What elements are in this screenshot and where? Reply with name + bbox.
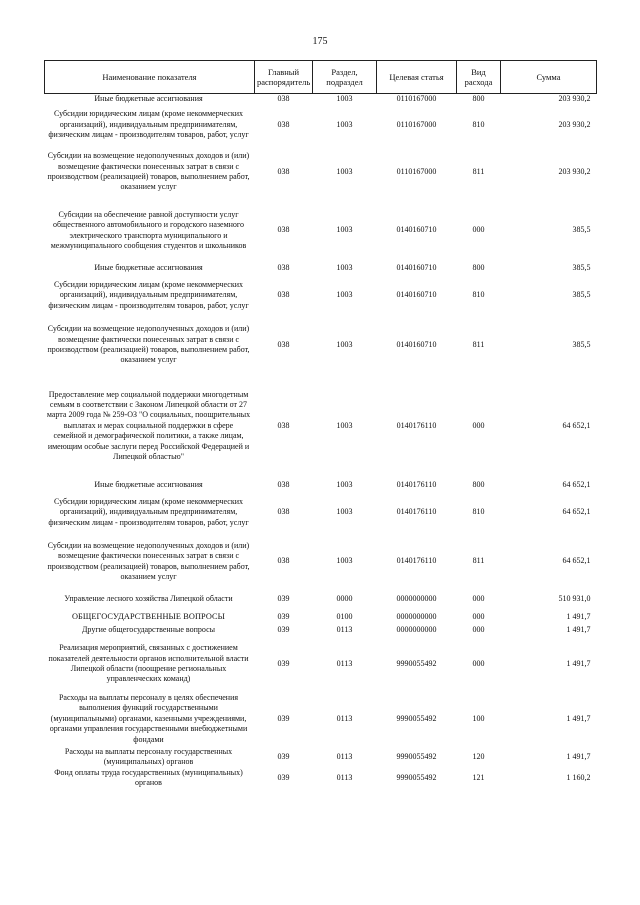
table-row <box>45 589 597 611</box>
cell-type: 000 <box>472 594 485 604</box>
cell-name: Субсидии на возмещение недополученных доходов и (или) возмещение фактически понесенных затрат в связи с производством (реализацией) товаров, выполнением работ, оказанием услуг <box>47 540 250 581</box>
cell-name: Другие общегосударственные вопросы <box>81 625 216 635</box>
table-row <box>45 611 597 625</box>
cell-sum: 385,5 <box>572 290 591 300</box>
header-section: Раздел, подраздел <box>313 61 377 94</box>
cell-target: 0140176110 <box>396 479 437 489</box>
cell-sum: 203 930,2 <box>558 119 591 129</box>
cell-section: 0113 <box>336 713 353 723</box>
table-row <box>45 625 597 637</box>
cell-type: 810 <box>472 119 485 129</box>
table-row <box>45 480 597 491</box>
cell-target: 0140160710 <box>396 262 437 272</box>
cell-sum: 1 160,2 <box>566 773 591 783</box>
table-row <box>45 274 597 318</box>
cell-section: 0113 <box>336 658 353 668</box>
cell-name: Управление лесного хозяйства Липецкой области <box>64 594 233 604</box>
cell-name: Иные бюджетные ассигнования <box>94 262 203 272</box>
cell-sum: 64 652,1 <box>562 479 591 489</box>
cell-admin: 039 <box>277 713 290 723</box>
table-body <box>45 94 597 790</box>
cell-name: Предоставление мер социальной поддержки многодетным семьям в соответствии с Законом Липецкой области от 27 марта 2009 года № 259-ОЗ "О социальных, поощрительных выплатах и мерах социальной поддержки в сфере семейной и демографической политики, а также лицам, имеющим особые заслуги перед Российской Федерацией и Липецкой областью" <box>46 389 251 462</box>
cell-sum: 1 491,7 <box>566 713 591 723</box>
cell-sum: 203 930,2 <box>558 94 591 104</box>
cell-section: 1003 <box>336 507 353 517</box>
cell-admin: 039 <box>277 773 290 783</box>
cell-section: 1003 <box>336 225 353 235</box>
cell-type: 810 <box>472 507 485 517</box>
table-row <box>45 491 597 535</box>
cell-admin: 039 <box>277 612 290 622</box>
budget-table <box>44 60 597 789</box>
cell-name: Субсидии на возмещение недополученных доходов и (или) возмещение фактически понесенных затрат в связи с производством (реализацией) товаров, выполнением работ, оказанием услуг <box>47 324 250 365</box>
cell-type: 000 <box>472 658 485 668</box>
table-row <box>45 94 597 105</box>
cell-section: 1003 <box>336 339 353 349</box>
cell-type: 800 <box>472 479 485 489</box>
cell-target: 0140160710 <box>396 339 437 349</box>
cell-target: 0140176110 <box>396 420 437 430</box>
page-number: 175 <box>312 36 328 47</box>
cell-target: 9990055492 <box>396 773 437 783</box>
cell-type: 811 <box>472 556 485 566</box>
cell-section: 1003 <box>336 119 353 129</box>
cell-type: 000 <box>472 420 485 430</box>
header-name: Наименование показателя <box>45 61 255 94</box>
table-header <box>45 61 597 94</box>
header-type: Вид расхода <box>457 61 501 94</box>
cell-admin: 038 <box>277 420 290 430</box>
cell-type: 000 <box>472 612 485 622</box>
cell-sum: 64 652,1 <box>562 420 591 430</box>
cell-section: 1003 <box>336 479 353 489</box>
cell-section: 0100 <box>336 612 353 622</box>
cell-sum: 64 652,1 <box>562 556 591 566</box>
cell-sum: 510 931,0 <box>558 594 591 604</box>
cell-section: 0113 <box>336 773 353 783</box>
table-row <box>45 535 597 589</box>
cell-admin: 038 <box>277 479 290 489</box>
table-row <box>45 318 597 373</box>
cell-sum: 203 930,2 <box>558 166 591 176</box>
cell-name: Субсидии на обеспечение равной доступности услуг общественного автомобильного и городского наземного электрического транспорта муниципального и межмуниципального сообщения студентов и школьников <box>50 209 247 250</box>
cell-sum: 1 491,7 <box>566 612 591 622</box>
cell-name: Субсидии юридическим лицам (кроме некоммерческих организаций), индивидуальным предпринимателям, физическим лицам - производителям товаров, работ, услуг <box>48 496 249 527</box>
cell-target: 0000000000 <box>396 625 437 635</box>
cell-section: 0113 <box>336 625 353 635</box>
cell-type: 100 <box>472 713 485 723</box>
cell-admin: 039 <box>277 658 290 668</box>
cell-target: 0110167000 <box>396 166 437 176</box>
cell-name: Субсидии юридическим лицам (кроме некоммерческих организаций), индивидуальным предпринимателям, физическим лицам - производителям товаров, работ, услуг <box>48 109 249 140</box>
cell-target: 0140160710 <box>396 225 437 235</box>
cell-admin: 038 <box>277 225 290 235</box>
cell-type: 000 <box>472 225 485 235</box>
cell-target: 0000000000 <box>396 594 437 604</box>
cell-section: 1003 <box>336 290 353 300</box>
cell-name: Расходы на выплаты персоналу в целях обеспечения выполнения функций государственными (муниципальными) органами, казенными учреждениями, органами управления государственными внебюджетными фондами <box>49 692 248 744</box>
cell-name: Реализация мероприятий, связанных с достижением показателей деятельности органов исполнительной власти Липецкой области (поощрение региональных управленческих команд) <box>48 643 249 684</box>
cell-admin: 039 <box>277 594 290 604</box>
cell-type: 810 <box>472 290 485 300</box>
table-row <box>45 373 597 480</box>
cell-name: Фонд оплаты труда государственных (муниципальных) органов <box>54 767 243 788</box>
cell-admin: 039 <box>277 751 290 761</box>
header-row <box>45 61 597 94</box>
cell-target: 9990055492 <box>396 658 437 668</box>
cell-name: ОБЩЕГОСУДАРСТВЕННЫЕ ВОПРОСЫ <box>71 612 226 622</box>
cell-section: 1003 <box>336 556 353 566</box>
table-row <box>45 263 597 274</box>
table-row <box>45 747 597 768</box>
cell-type: 000 <box>472 625 485 635</box>
cell-name: Иные бюджетные ассигнования <box>94 94 203 104</box>
cell-admin: 038 <box>277 94 290 104</box>
cell-admin: 038 <box>277 556 290 566</box>
cell-type: 121 <box>472 773 485 783</box>
cell-target: 9990055492 <box>396 713 437 723</box>
cell-sum: 385,5 <box>572 225 591 235</box>
cell-section: 0000 <box>336 594 353 604</box>
table-row <box>45 637 597 692</box>
cell-sum: 385,5 <box>572 339 591 349</box>
cell-section: 0113 <box>336 751 353 761</box>
cell-section: 1003 <box>336 166 353 176</box>
table-row <box>45 767 597 789</box>
header-sum: Сумма <box>501 61 597 94</box>
cell-admin: 038 <box>277 290 290 300</box>
cell-admin: 039 <box>277 625 290 635</box>
cell-name: Расходы на выплаты персоналу государственных (муниципальных) органов <box>64 746 233 766</box>
cell-type: 800 <box>472 94 485 104</box>
cell-section: 1003 <box>336 262 353 272</box>
cell-target: 0110167000 <box>396 94 437 104</box>
cell-admin: 038 <box>277 262 290 272</box>
cell-target: 0140176110 <box>396 507 437 517</box>
table-row <box>45 199 597 263</box>
cell-type: 120 <box>472 751 485 761</box>
cell-name: Субсидии юридическим лицам (кроме некоммерческих организаций), индивидуальным предпринимателям, физическим лицам - производителям товаров, работ, услуг <box>48 279 249 310</box>
cell-sum: 64 652,1 <box>562 507 591 517</box>
cell-target: 0110167000 <box>396 119 437 129</box>
cell-target: 0140176110 <box>396 556 437 566</box>
cell-name: Субсидии на возмещение недополученных доходов и (или) возмещение фактически понесенных затрат в связи с производством (реализацией) товаров, выполнением работ, оказанием услуг <box>47 151 250 192</box>
header-target: Целевая статья <box>377 61 457 94</box>
cell-admin: 038 <box>277 339 290 349</box>
cell-target: 0000000000 <box>396 612 437 622</box>
table-row <box>45 105 597 146</box>
header-admin: Главный распорядитель <box>255 61 313 94</box>
cell-target: 0140160710 <box>396 290 437 300</box>
cell-target: 9990055492 <box>396 751 437 761</box>
table-row <box>45 692 597 747</box>
cell-type: 800 <box>472 262 485 272</box>
cell-type: 811 <box>472 339 485 349</box>
cell-section: 1003 <box>336 94 353 104</box>
table-row <box>45 146 597 199</box>
cell-admin: 038 <box>277 507 290 517</box>
cell-sum: 1 491,7 <box>566 658 591 668</box>
cell-type: 811 <box>472 166 485 176</box>
cell-admin: 038 <box>277 119 290 129</box>
cell-name: Иные бюджетные ассигнования <box>94 479 203 489</box>
cell-section: 1003 <box>336 420 353 430</box>
cell-admin: 038 <box>277 166 290 176</box>
cell-sum: 1 491,7 <box>566 625 591 635</box>
cell-sum: 1 491,7 <box>566 751 591 761</box>
cell-sum: 385,5 <box>572 262 591 272</box>
